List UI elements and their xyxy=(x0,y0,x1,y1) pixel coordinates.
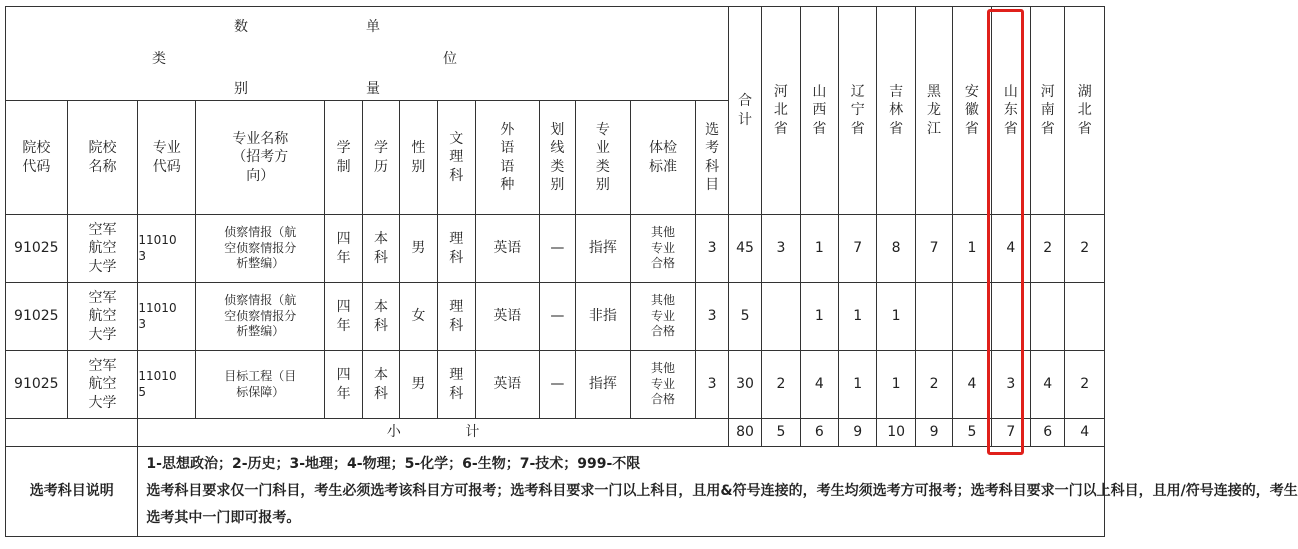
column-header-line: 院校 xyxy=(22,140,51,157)
column-header-line: 外 xyxy=(500,122,515,139)
category-header xyxy=(6,7,729,101)
province-header-char: 省 xyxy=(1003,120,1018,137)
cell-line: 理 xyxy=(449,299,464,316)
column-header-degree xyxy=(362,101,399,215)
column-header-language xyxy=(475,101,539,215)
cell-line: 空侦察情报分 xyxy=(224,308,297,323)
cell-line: 大学 xyxy=(88,326,117,343)
cell-gender: 女 xyxy=(400,283,437,351)
column-header-line: 向） xyxy=(246,167,275,184)
province-header-char: 徽 xyxy=(964,102,979,119)
cell-line: 大学 xyxy=(88,394,117,411)
subtotal-province-value: 5 xyxy=(762,419,800,447)
cell-physical xyxy=(630,283,696,351)
column-header-line: 学 xyxy=(336,140,351,157)
column-header-name xyxy=(67,101,138,215)
cell-subjects: 3 xyxy=(696,215,729,283)
cell-province-value: 3 xyxy=(991,351,1030,419)
cell-physical xyxy=(630,351,696,419)
column-header-line: 名称 xyxy=(88,158,117,175)
cell-category: 指挥 xyxy=(576,215,631,283)
province-header-char: 河 xyxy=(1040,84,1055,101)
cell-cutoff: — xyxy=(539,215,575,283)
province-header-char: 林 xyxy=(889,102,904,119)
cell-name xyxy=(67,283,138,351)
column-header-line: 历 xyxy=(373,158,388,175)
cell-years xyxy=(325,283,362,351)
header-char: 位 xyxy=(443,50,457,67)
column-header-line: 语 xyxy=(500,158,515,175)
column-header-line: 代码 xyxy=(22,158,51,175)
cell-category: 指挥 xyxy=(576,351,631,419)
province-header xyxy=(839,7,877,215)
cell-line: 侦察情报（航 xyxy=(224,225,297,240)
column-header-line: 专 xyxy=(595,122,610,139)
cell-line: 航空 xyxy=(88,308,117,325)
province-header-char: 省 xyxy=(1077,120,1092,137)
column-header-line: 语 xyxy=(500,140,515,157)
cell-line: 四 xyxy=(336,231,351,248)
column-header-line: 类 xyxy=(550,158,565,175)
cell-code: 91025 xyxy=(6,215,68,283)
province-header-char: 东 xyxy=(1003,102,1018,119)
column-header-line: 别 xyxy=(411,158,426,175)
total-header xyxy=(728,7,761,215)
cell-province-value: 1 xyxy=(839,283,877,351)
cell-line: 侦察情报（航 xyxy=(224,293,297,308)
column-header-line: 性 xyxy=(411,140,426,157)
cell-province-value: 4 xyxy=(800,351,838,419)
cell-line: 11010 xyxy=(138,368,177,383)
cell-line: 航空 xyxy=(88,240,117,257)
column-header-physical xyxy=(630,101,696,215)
cell-subjects: 3 xyxy=(696,351,729,419)
column-header-line: 类 xyxy=(595,158,610,175)
header-char: 单 xyxy=(366,18,380,35)
cell-province-value xyxy=(953,283,991,351)
cell-province-value xyxy=(1031,283,1065,351)
column-header-gender xyxy=(400,101,437,215)
cell-line: 四 xyxy=(336,367,351,384)
column-header-line: 专业 xyxy=(152,140,181,157)
cell-name xyxy=(67,351,138,419)
province-header xyxy=(762,7,800,215)
province-header-char: 省 xyxy=(812,120,827,137)
cell-degree xyxy=(362,283,399,351)
province-header-char: 龙 xyxy=(927,102,942,119)
cell-line: 空军 xyxy=(88,358,117,375)
subtotal-province-value: 7 xyxy=(991,419,1030,447)
notes-line: 选考科目要求仅一门科目，考生必须选考该科目方可报考；选考科目要求一门以上科目，且用&符号连接的，考生均须选考方可报考；选考科目要求一门以上科目，且用/符号连接的，考生 xyxy=(146,483,1298,499)
cell-language: 英语 xyxy=(475,283,539,351)
cell-physical xyxy=(630,215,696,283)
cell-province-value xyxy=(915,283,952,351)
province-header-char: 湖 xyxy=(1077,84,1092,101)
column-header-line: 别 xyxy=(550,176,565,193)
province-header xyxy=(915,7,952,215)
cell-line: 科 xyxy=(449,249,464,266)
column-header-line: 标准 xyxy=(648,158,677,175)
cell-line: 理 xyxy=(449,367,464,384)
cell-gender: 男 xyxy=(400,215,437,283)
subtotal-province-value: 9 xyxy=(915,419,952,447)
province-header-char: 江 xyxy=(927,120,942,137)
subtotal-total: 80 xyxy=(728,419,761,447)
province-header-char: 河 xyxy=(773,84,788,101)
cell-line: 本 xyxy=(373,299,388,316)
cell-province-value: 7 xyxy=(915,215,952,283)
cell-language: 英语 xyxy=(475,215,539,283)
cell-total: 30 xyxy=(728,351,761,419)
column-header-line: （招考方 xyxy=(232,149,289,166)
cell-degree xyxy=(362,215,399,283)
table-row xyxy=(6,215,1105,283)
notes-label: 选考科目说明 xyxy=(6,447,138,537)
cell-track xyxy=(437,215,475,283)
province-header xyxy=(800,7,838,215)
cell-years xyxy=(325,351,362,419)
province-header-char: 南 xyxy=(1040,102,1055,119)
column-header-track xyxy=(437,101,475,215)
column-header-major_code xyxy=(138,101,196,215)
subtotal-label xyxy=(138,419,728,447)
subtotal-blank xyxy=(6,419,138,447)
column-header-subjects xyxy=(696,101,729,215)
province-header xyxy=(1031,7,1065,215)
subtotal-row xyxy=(6,419,1105,447)
cell-province-value: 4 xyxy=(953,351,991,419)
province-header-char: 西 xyxy=(812,102,827,119)
column-header-line: 目 xyxy=(705,176,720,193)
province-header-char: 宁 xyxy=(850,102,865,119)
province-header-char: 北 xyxy=(1077,102,1092,119)
column-header-line: 代码 xyxy=(152,158,181,175)
cell-province-value: 4 xyxy=(991,215,1030,283)
cell-line: 本 xyxy=(373,367,388,384)
column-header-line: 划 xyxy=(550,122,565,139)
subtotal-province-value: 9 xyxy=(839,419,877,447)
province-header-char: 省 xyxy=(889,120,904,137)
cell-province-value: 2 xyxy=(915,351,952,419)
province-header-char: 省 xyxy=(850,120,865,137)
column-header-line: 选 xyxy=(705,122,720,139)
cell-line: 3 xyxy=(138,316,147,331)
subtotal-province-value: 5 xyxy=(953,419,991,447)
cell-line: 空军 xyxy=(88,222,117,239)
cell-province-value xyxy=(1065,283,1105,351)
cell-line: 年 xyxy=(336,317,351,334)
subtotal-province-value: 4 xyxy=(1065,419,1105,447)
cell-years xyxy=(325,215,362,283)
cell-line: 理 xyxy=(449,231,464,248)
cell-province-value: 2 xyxy=(1031,215,1065,283)
province-header xyxy=(991,7,1030,215)
cell-province-value: 1 xyxy=(800,283,838,351)
cell-province-value: 7 xyxy=(839,215,877,283)
cell-line: 目标工程（目 xyxy=(224,368,297,383)
cell-line: 科 xyxy=(373,249,388,266)
column-header-line: 线 xyxy=(550,140,565,157)
column-header-code xyxy=(6,101,68,215)
cell-line: 科 xyxy=(373,317,388,334)
cell-category: 非指 xyxy=(576,283,631,351)
column-header-line: 体检 xyxy=(648,140,677,157)
table-row xyxy=(6,351,1105,419)
enrollment-table xyxy=(5,6,1298,537)
column-header-line: 种 xyxy=(500,176,515,193)
column-header-years xyxy=(325,101,362,215)
header-char: 量 xyxy=(366,80,380,97)
notes-line: 选考其中一门即可报考。 xyxy=(146,510,301,526)
header-char: 数 xyxy=(234,18,248,35)
cell-province-value: 2 xyxy=(1065,351,1105,419)
subtotal-province-value: 6 xyxy=(800,419,838,447)
province-header-char: 山 xyxy=(1003,84,1018,101)
cell-province-value: 1 xyxy=(953,215,991,283)
province-header-char: 北 xyxy=(773,102,788,119)
cell-line: 析整编） xyxy=(236,324,285,339)
cell-line: 11010 xyxy=(138,300,177,315)
cell-line: 标保障） xyxy=(236,384,285,399)
column-header-line: 学 xyxy=(373,140,388,157)
cell-line: 合格 xyxy=(650,256,675,271)
cell-language: 英语 xyxy=(475,351,539,419)
cell-gender: 男 xyxy=(400,351,437,419)
cell-province-value: 1 xyxy=(877,351,915,419)
cell-code: 91025 xyxy=(6,283,68,351)
cell-line: 3 xyxy=(138,248,147,263)
cell-province-value: 1 xyxy=(839,351,877,419)
cell-subjects: 3 xyxy=(696,283,729,351)
province-header xyxy=(1065,7,1105,215)
column-header-line: 科 xyxy=(449,167,464,184)
cell-line: 年 xyxy=(336,385,351,402)
cell-code: 91025 xyxy=(6,351,68,419)
column-header-line: 业 xyxy=(595,140,610,157)
cell-line: 科 xyxy=(449,385,464,402)
cell-province-value: 8 xyxy=(877,215,915,283)
column-header-line: 科 xyxy=(705,158,720,175)
cell-province-value: 2 xyxy=(1065,215,1105,283)
cell-line: 专业 xyxy=(650,240,675,255)
cell-line: 其他 xyxy=(650,225,675,240)
header-char: 别 xyxy=(234,80,248,97)
subtotal-province-value: 6 xyxy=(1031,419,1065,447)
total-header-char: 计 xyxy=(738,111,753,128)
column-header-line: 院校 xyxy=(88,140,117,157)
province-header-char: 省 xyxy=(773,120,788,137)
cell-track xyxy=(437,283,475,351)
cell-line: 科 xyxy=(449,317,464,334)
cell-major_name xyxy=(196,215,325,283)
province-header-char: 吉 xyxy=(889,84,904,101)
cell-line: 四 xyxy=(336,299,351,316)
cell-major_code xyxy=(138,283,196,351)
cell-line: 航空 xyxy=(88,376,117,393)
notes-content xyxy=(138,447,1298,537)
cell-line: 专业 xyxy=(650,376,675,391)
cell-line: 其他 xyxy=(650,361,675,376)
province-header xyxy=(953,7,991,215)
column-header-line: 文 xyxy=(449,131,464,148)
subtotal-label-text: 小 计 xyxy=(386,424,480,441)
notes-line: 1-思想政治；2-历史；3-地理；4-物理；5-化学；6-生物；7-技术；999-不限 xyxy=(146,456,641,472)
cell-line: 年 xyxy=(336,249,351,266)
cell-province-value: 3 xyxy=(762,215,800,283)
column-header-line: 别 xyxy=(595,176,610,193)
cell-line: 其他 xyxy=(650,293,675,308)
total-header-char: 合 xyxy=(738,93,753,110)
cell-line: 合格 xyxy=(650,324,675,339)
cell-line: 空侦察情报分 xyxy=(224,240,297,255)
cell-total: 45 xyxy=(728,215,761,283)
cell-line: 5 xyxy=(138,384,147,399)
cell-province-value: 4 xyxy=(1031,351,1065,419)
cell-degree xyxy=(362,351,399,419)
column-header-cutoff xyxy=(539,101,575,215)
cell-line: 本 xyxy=(373,231,388,248)
province-header-char: 辽 xyxy=(850,84,865,101)
cell-line: 合格 xyxy=(650,392,675,407)
cell-province-value xyxy=(762,283,800,351)
column-header-line: 理 xyxy=(449,149,464,166)
cell-line: 科 xyxy=(373,385,388,402)
cell-province-value: 1 xyxy=(800,215,838,283)
cell-line: 大学 xyxy=(88,258,117,275)
cell-major_name xyxy=(196,283,325,351)
cell-line: 11010 xyxy=(138,232,177,247)
cell-cutoff: — xyxy=(539,283,575,351)
cell-cutoff: — xyxy=(539,351,575,419)
cell-major_code xyxy=(138,351,196,419)
column-header-line: 专业名称 xyxy=(232,131,289,148)
cell-name xyxy=(67,215,138,283)
province-header-char: 山 xyxy=(812,84,827,101)
cell-line: 专业 xyxy=(650,308,675,323)
column-header-line: 考 xyxy=(705,140,720,157)
province-header-char: 安 xyxy=(964,84,979,101)
cell-province-value: 1 xyxy=(877,283,915,351)
cell-province-value: 2 xyxy=(762,351,800,419)
province-header xyxy=(877,7,915,215)
province-header-char: 省 xyxy=(964,120,979,137)
cell-line: 空军 xyxy=(88,290,117,307)
province-header-char: 黑 xyxy=(927,84,942,101)
table-row xyxy=(6,283,1105,351)
cell-major_name xyxy=(196,351,325,419)
header-char: 类 xyxy=(152,50,166,67)
column-header-category xyxy=(576,101,631,215)
cell-province-value xyxy=(991,283,1030,351)
subtotal-province-value: 10 xyxy=(877,419,915,447)
cell-total: 5 xyxy=(728,283,761,351)
cell-track xyxy=(437,351,475,419)
cell-line: 析整编） xyxy=(236,256,285,271)
cell-major_code xyxy=(138,215,196,283)
column-header-line: 制 xyxy=(336,158,351,175)
province-header-char: 省 xyxy=(1040,120,1055,137)
column-header-major_name xyxy=(196,101,325,215)
